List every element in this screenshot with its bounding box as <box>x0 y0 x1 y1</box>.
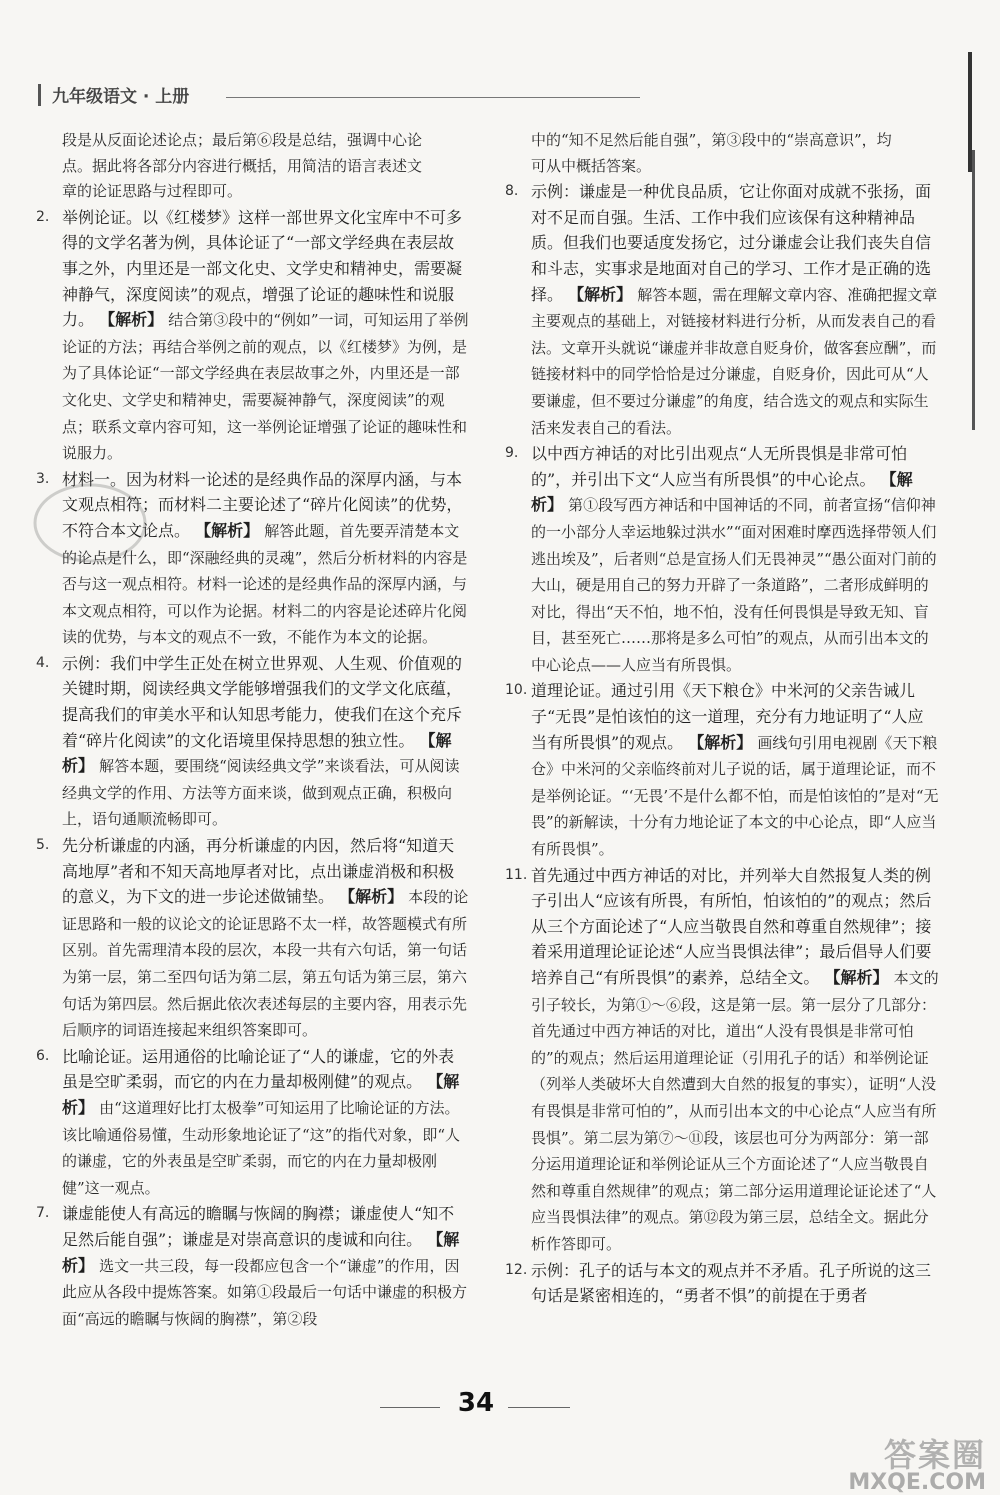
item-number: 11. <box>505 866 528 883</box>
answer-item-7 <box>36 1201 470 1332</box>
item-number: 6. <box>36 1047 50 1064</box>
book-title: 九年级语文 · 上册 <box>52 87 190 107</box>
answer-text: 比喻论证。运用通俗的比喻论证了“人的谦虚，它的外表虽是空旷柔弱，而它的内在力量却极刚健”的观点。 <box>62 1046 455 1092</box>
answer-item-2 <box>36 205 470 467</box>
faint-stamp-mark <box>30 478 150 568</box>
answer-item-6 <box>36 1044 470 1202</box>
continued-text <box>505 128 939 179</box>
answer-item-4 <box>36 651 470 833</box>
answer-item-8 <box>505 179 939 441</box>
item-number: 8. <box>505 183 519 200</box>
analysis-text: 本段的论证思路和一般的议论文的论证思路不太一样，故答题模式有所区别。首先需理清本段的层次，本段一共有六句话，第一句话为第一层，第二至四句话为第二层，第五句话为第三层，第六句话为第四层。然后据此依次表述每层的主要内容，用表示先后顺序的词语连接起来组织答案即可。 <box>62 888 469 1040</box>
footer-rule-right <box>508 1407 570 1408</box>
answer-item-11 <box>505 863 939 1258</box>
analysis-text: 解答此题，首先要弄清楚本文的论点是什么，即“深融经典的灵魂”，然后分析材料的内容是否与这一观点相符。材料一论述的是经典作品的深厚内涵，与本文观点相符，可以作为论据。材料二的内容是论述碎片化阅读的优势，与本文的观点不一致，不能作为本文的论据。 <box>62 521 468 647</box>
item-number: 5. <box>36 837 50 854</box>
text-line: 中的“知不足然后能自强”，第③段中的“崇高意识”，均 <box>531 131 892 149</box>
answer-text: 举例论证。以《红楼梦》这样一部世界文化宝库中不可多得的文学名著为例，具体论证了“一部文学经典在表层故事之外，内里还是一部文化史、文学史和精神史，需要凝神静气，深度阅读”的观点，增强了论证的趣味性和说服力。 <box>62 207 463 330</box>
text-line: 段是从反面论述论点；最后第⑥段是总结，强调中心论 <box>62 131 423 149</box>
analysis-text: 画线句引用电视剧《天下粮仓》中米河的父亲临终前对儿子说的话，属于道理论证，而不是举例论证。“‘无畏’不是什么都不怕，而是怕该怕的”是对“无畏”的新解读，十分有力地论证了本文的中心论点，即“人应当有所畏惧”。 <box>531 733 939 859</box>
item-number: 10. <box>505 682 528 699</box>
answer-text: 首先通过中西方神话的对比，并列举大自然报复人类的例子引出人“应该有所畏，有所怕，怕该怕的”的观点；然后从三个方面论述了“人应当敬畏自然和尊重自然规律”；接着采用道理论证论述“人应当畏惧法律”；最后倡导人们要培养自己“有所畏惧”的素养，总结全文。 <box>531 865 932 987</box>
analysis-text: 解答本题，需在理解文章内容、准确把握文章主要观点的基础上，对链接材料进行分析，从而发表自己的看法。文章开头就说“谦虚并非故意自贬身价，做客套应酬”，而链接材料中的同学恰恰是过分谦虚，自贬身价，因此可从“人要谦虚，但不要过分谦虚”的角度，结合选文的观点和实际生活来发表自己的看法。 <box>531 285 938 437</box>
left-column <box>36 128 470 1332</box>
analysis-text: 解答本题，要围绕“阅读经典文学”来谈看法，可从阅读经典文学的作用、方法等方面来谈，做到观点正确，积极向上，语句通顺流畅即可。 <box>62 757 460 829</box>
analysis-tag: 【解析】 <box>339 887 404 907</box>
right-column <box>505 128 939 1309</box>
answer-text: 示例：我们中学生正处在树立世界观、人生观、价值观的关键时期，阅读经典文学能够增强我们的文学文化底蕴，提高我们的审美水平和认知思考能力，使我们在这个充斥着“碎片化阅读”的文化语境里保持思想的独立性。 <box>62 653 463 750</box>
answer-text: 示例：孔子的话与本文的观点并不矛盾。孔子所说的这三句话是紧密相连的，“勇者不惧”的前提在于勇者 <box>531 1260 932 1306</box>
answer-text: 先分析谦虚的内涵，再分析谦虚的内因，然后将“知道天高地厚”者和不知天高地厚者对比，点出谦虚消极和积极的意义，为下文的进一步论述做铺垫。 <box>62 836 455 907</box>
analysis-tag: 【解析】 <box>62 730 452 776</box>
analysis-text: 本文的引子较长，为第①～⑥段，这是第一层。第一层分了几部分：首先通过中西方神话的对比，道出“人没有畏惧是非常可怕的”的观点；然后运用道理论证（引用孔子的话）和举例论证（列举人类破坏大自然遭到大自然的报复的事实），证明“人没有畏惧是非常可怕的”，从而引出本文的中心论点“人应当有所畏惧”。第二层为第⑦～⑪段，该层也可分为两部分：第一部分运用道理论证和举例论证从三个方面论述了“人应当敬畏自然和尊重自然规律”的观点；第二部分运用道理论证论述了“人应当畏惧法律”的观点。第⑫段为第三层，总结全文。据此分析作答即可。 <box>531 969 939 1253</box>
analysis-tag: 【解析】 <box>688 732 753 752</box>
analysis-text: 第①段写西方神话和中国神话的不同，前者宣扬“信仰神的一小部分人幸运地躲过洪水”“面对困难时摩西选择带领人们逃出埃及”，后者则“总是宣扬人们无畏神灵”“愚公面对门前的大山，硬是用自己的努力开辟了一条道路”，二者形成鲜明的对比，得出“天不怕，地不怕，没有任何畏惧是导致无知、盲目，甚至死亡……那将是多么可怕”的观点，从而引出本文的中心论点——人应当有所畏惧。 <box>531 496 937 674</box>
item-number: 12. <box>505 1261 528 1278</box>
analysis-tag: 【解析】 <box>62 1229 460 1275</box>
text-line: 可从中概括答案。 <box>531 156 652 175</box>
answer-text: 示例：谦虚是一种优良品质，它让你面对成就不张扬，面对不足而自强。生活、工作中我们应该保有这种精神品质。但我们也要适度发扬它，过分谦虚会让我们丧失自信和斗志，实事求是地面对自己的学习、工作才是正确的选择。 <box>531 182 932 304</box>
analysis-tag: 【解析】 <box>568 284 633 304</box>
analysis-tag: 【解析】 <box>99 310 164 330</box>
answer-text: 道理论证。通过引用《天下粮仓》中米河的父亲告诫儿子“无畏”是怕该怕的这一道理，充分有力地证明了“人应当有所畏惧”的观点。 <box>531 681 924 752</box>
answer-item-5 <box>36 833 470 1044</box>
item-number: 3. <box>36 470 50 487</box>
watermark-url: MXQE.COM <box>848 1470 986 1495</box>
watermark-logo-text: 答案圈 <box>883 1436 986 1474</box>
answer-text: 以中西方神话的对比引出观点“人无所畏惧是非常可怕的”，并引出下文“人应当有所畏惧”的中心论点。 <box>531 444 908 489</box>
item-number: 9. <box>505 445 519 462</box>
page-number: 34 <box>457 1388 495 1418</box>
analysis-tag: 【解析】 <box>531 469 913 515</box>
page-footer <box>0 1388 1000 1428</box>
item-number: 7. <box>36 1205 50 1222</box>
binding-edge-mark-lower <box>972 150 975 430</box>
answer-item-12 <box>505 1258 939 1309</box>
analysis-text: 结合第③段中的“例如”一词，可知运用了举例论证的方法；再结合举例之前的观点，以《红楼梦》为例，是为了具体论证“一部文学经典在表层故事之外，内里还是一部文化史、文学史和精神史，需要凝神静气，深度阅读”的观点；联系文章内容可知，这一举例论证增强了论证的趣味性和说服力。 <box>62 311 469 463</box>
site-watermark <box>848 1430 986 1495</box>
header-rule <box>226 97 640 98</box>
answer-text: 材料一。因为材料一论述的是经典作品的深厚内涵，与本文观点相符；而材料二主要论述了“碎片化阅读”的优势，不符合本文论点。 <box>62 469 463 540</box>
analysis-tag: 【解析】 <box>824 968 889 987</box>
analysis-text: 选文一共三段，每一段都应包含一个“谦虚”的作用，因此应从各段中提炼答案。如第①段最后一句话中谦虚的积极方面“高远的瞻瞩与恢阔的胸襟”，第②段 <box>62 1256 468 1328</box>
running-header <box>38 82 608 112</box>
header-bar <box>38 84 41 106</box>
continued-text <box>36 128 470 205</box>
item-number: 4. <box>36 654 50 671</box>
text-line: 章的论证思路与过程即可。 <box>62 182 243 201</box>
answer-item-9 <box>505 441 939 678</box>
analysis-tag: 【解析】 <box>62 1072 460 1117</box>
analysis-text: 由“这道理好比打太极拳”可知运用了比喻论证的方法。该比喻通俗易懂，生动形象地论证了“这”的指代对象，即“人的谦虚，它的外表虽是空旷柔弱，而它的内在力量却极刚健”这一观点。 <box>62 1098 461 1197</box>
analysis-tag: 【解析】 <box>195 520 260 540</box>
answer-text: 谦虚能使人有高远的瞻瞩与恢阔的胸襟；谦虚使人“知不足然后能自强”；谦虚是对崇高意识的虔诚和向往。 <box>62 1204 455 1249</box>
text-line: 点。据此将各部分内容进行概括，用简洁的语言表述文 <box>62 156 423 175</box>
footer-rule-left <box>380 1407 440 1408</box>
item-number: 2. <box>36 208 50 225</box>
answer-item-10 <box>505 678 939 862</box>
